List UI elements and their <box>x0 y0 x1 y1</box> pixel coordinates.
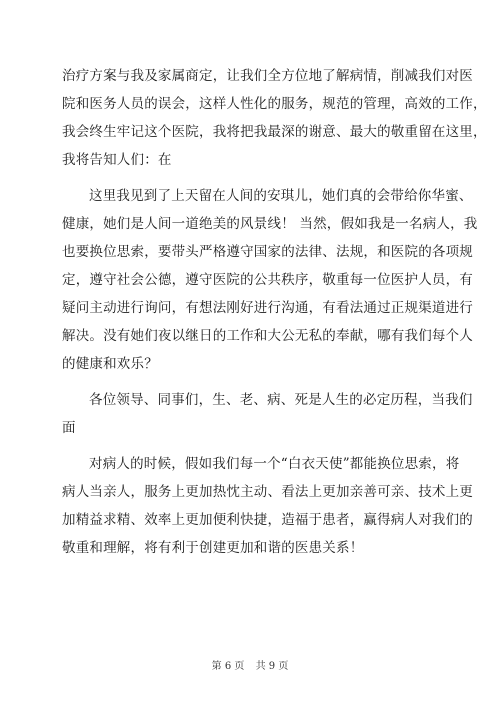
text-line: 加精益求精、效率上更加便利快捷，造福于患者，赢得病人对我们的 <box>62 512 473 528</box>
text-line: 疑问主动进行询问，有想法刚好进行沟通，有看法通过正规渠道进行 <box>62 300 473 316</box>
text-line: 面 <box>62 420 76 436</box>
paragraph <box>62 62 487 174</box>
text-line: 我将告知人们：在 <box>62 152 172 168</box>
text-line: 我会终生牢记这个医院，我将把我最深的谢意、最大的敬重留在这里， <box>62 124 487 140</box>
paragraph-gap <box>62 442 444 450</box>
text-line: 也要换位思索，要带头严格遵守国家的法律、法规，和医院的各项规 <box>62 244 473 260</box>
text-line: 各位领导、同事们，生、老、病、死是人生的必定历程，当我们 <box>89 392 473 408</box>
text-line: 这里我见到了上天留在人间的安琪儿，她们真的会带给你华蜜、 <box>89 188 473 204</box>
paragraph-gap <box>62 378 444 386</box>
document-body <box>62 62 487 562</box>
text-line: 院和医务人员的误会，这样人性化的服务，规范的管理，高效的工作， <box>62 96 487 112</box>
text-line: 敬重和理解，将有利于创建更加和谐的医患关系！ <box>62 540 364 556</box>
text-line: 病人当亲人，服务上更加热忱主动、看法上更加亲善可亲、技术上更 <box>62 484 473 500</box>
text-line: 治疗方案与我及家属商定，让我们全方位地了解病情，削减我们对医 <box>62 68 473 84</box>
paragraph <box>62 182 478 378</box>
page-footer <box>0 657 500 672</box>
text-line: 的健康和欢乐？ <box>62 356 158 372</box>
text-line: 定，遵守社会公德，遵守医院的公共秩序，敬重每一位医护人员，有 <box>62 272 473 288</box>
paragraph <box>62 450 473 562</box>
paragraph <box>62 386 473 442</box>
text-line: 解决。没有她们夜以继日的工作和大公无私的奉献，哪有我们每个人 <box>62 328 473 344</box>
paragraph-gap <box>62 174 444 182</box>
text-line: 健康，她们是人间一道绝美的风景线！ 当然，假如我是一名病人，我 <box>62 216 478 232</box>
text-line: 对病人的时候，假如我们每一个“白衣天使”都能换位思索，将 <box>89 456 460 472</box>
page-number: 第 6 页 <box>211 661 245 672</box>
page-total: 共 9 页 <box>255 661 289 672</box>
